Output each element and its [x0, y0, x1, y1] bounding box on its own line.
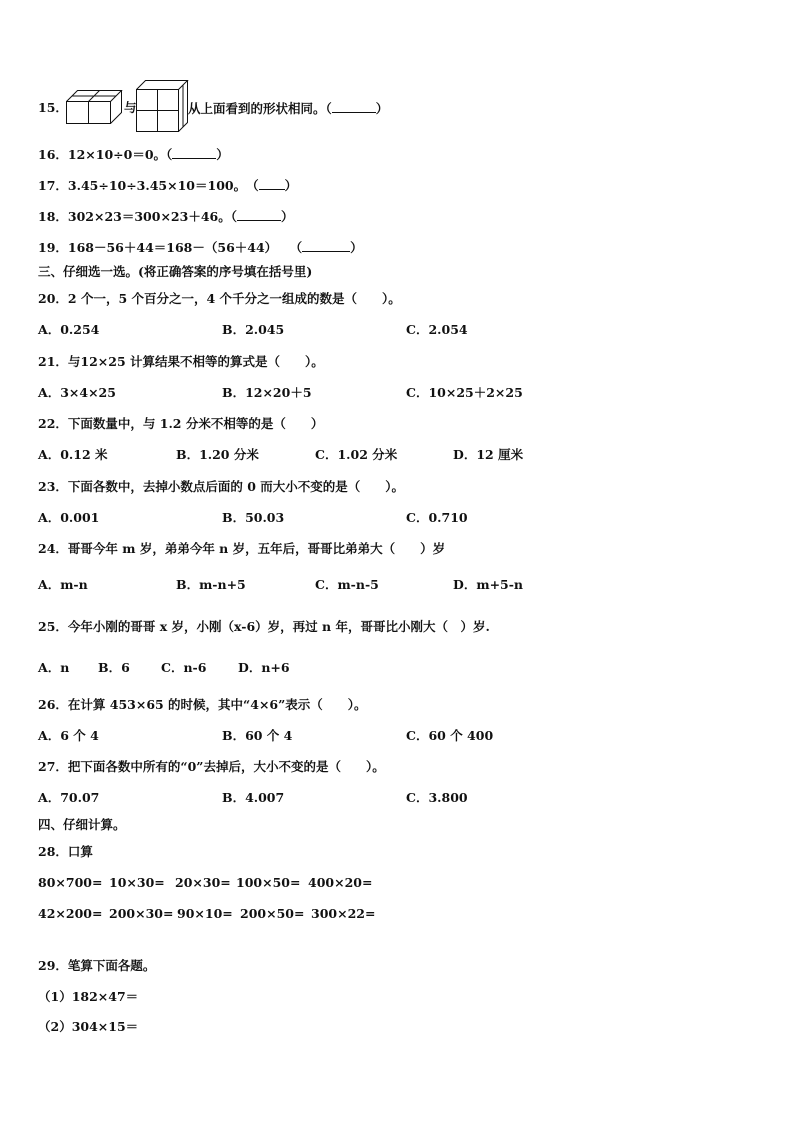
- q27-option-b[interactable]: B．4.007: [222, 790, 285, 805]
- q22-option-b[interactable]: B．1.20 分米: [176, 447, 259, 462]
- q21-option-b[interactable]: B．12×20＋5: [222, 385, 312, 400]
- q26-question: 26．在计算 453×65 的时候，其中“4×6”表示（ ）。: [38, 697, 367, 712]
- q15-paren-close: ）: [375, 101, 389, 116]
- q29-part-1: （1）182×47＝: [38, 989, 139, 1004]
- q20-option-b[interactable]: B．2.045: [222, 322, 285, 337]
- q28-calc-item: 400×20=: [308, 875, 373, 890]
- q19-paren-close: ）: [350, 240, 363, 255]
- cube-figure-flat-icon: [66, 89, 122, 125]
- q18-answer-blank[interactable]: [237, 208, 281, 221]
- q22-option-d[interactable]: D．12 厘米: [453, 447, 524, 462]
- section-3-heading: 三、仔细选一选。(将正确答案的序号填在括号里): [38, 264, 313, 279]
- q17-answer-blank[interactable]: [259, 177, 285, 190]
- q21-option-a[interactable]: A．3×4×25: [38, 385, 116, 400]
- q15-connector: 与: [124, 100, 137, 115]
- q22-option-a[interactable]: A．0.12 米: [38, 447, 108, 462]
- q15-text: [188, 100, 388, 117]
- q23-option-c[interactable]: C．0.710: [406, 510, 468, 525]
- q23-question: 23．下面各数中，去掉小数点后面的 0 而大小不变的是（ ）。: [38, 479, 405, 494]
- q18-text: [38, 208, 293, 225]
- q16-answer-blank[interactable]: [172, 146, 216, 159]
- q15-statement: 从上面看到的形状相同。（: [188, 101, 332, 116]
- q28-title: 28．口算: [38, 844, 93, 859]
- q19-text: [38, 239, 363, 256]
- q25-option-d[interactable]: D．n+6: [238, 660, 290, 675]
- cube-figure-tall-icon: [136, 80, 188, 132]
- q24-option-d[interactable]: D．m+5-n: [453, 577, 524, 592]
- q18-paren-close: ）: [280, 209, 294, 224]
- q27-option-a[interactable]: A．70.07: [38, 790, 100, 805]
- q28-calc-item: 300×22=: [311, 906, 376, 921]
- q28-calc-item: 42×200=: [38, 906, 103, 921]
- q28-calc-item: 100×50=: [236, 875, 301, 890]
- q25-option-c[interactable]: C．n-6: [161, 660, 207, 675]
- q28-calc-item: 10×30=: [109, 875, 165, 890]
- q24-option-b[interactable]: B．m-n+5: [176, 577, 246, 592]
- q22-option-c[interactable]: C．1.02 分米: [315, 447, 398, 462]
- q16-paren-close: ）: [216, 147, 229, 162]
- q15-answer-blank[interactable]: [332, 100, 376, 113]
- q28-calc-item: 80×700=: [38, 875, 103, 890]
- q26-option-b[interactable]: B．60 个 4: [222, 728, 293, 743]
- q25-question: 25．今年小刚的哥哥 x 岁，小刚（x-6）岁，再过 n 年，哥哥比小刚大（ ）岁.: [38, 619, 490, 634]
- q17-text: [38, 177, 297, 194]
- section-4-heading: 四、仔细计算。: [38, 817, 126, 832]
- q17-statement: 17．3.45÷10÷3.45×10＝100。 （: [38, 178, 259, 193]
- q29-title: 29．笔算下面各题。: [38, 958, 156, 973]
- q23-option-b[interactable]: B．50.03: [222, 510, 285, 525]
- q19-answer-blank[interactable]: [302, 239, 350, 252]
- q24-option-a[interactable]: A．m-n: [38, 577, 88, 592]
- q25-option-a[interactable]: A．n: [38, 660, 70, 675]
- q23-option-a[interactable]: A．0.001: [38, 510, 100, 525]
- q26-option-c[interactable]: C．60 个 400: [406, 728, 494, 743]
- q21-option-c[interactable]: C．10×25＋2×25: [406, 385, 523, 400]
- q17-paren-close: ）: [284, 178, 298, 193]
- q20-option-c[interactable]: C．2.054: [406, 322, 468, 337]
- q25-option-b[interactable]: B．6: [98, 660, 130, 675]
- q28-calc-item: 90×10=: [177, 906, 233, 921]
- q16-text: [38, 146, 229, 163]
- q27-question: 27．把下面各数中所有的“0”去掉后，大小不变的是（ ）。: [38, 759, 385, 774]
- q15-number: 15．: [38, 100, 68, 115]
- q22-question: 22．下面数量中，与 1.2 分米不相等的是（ ）: [38, 416, 324, 431]
- q16-statement: 16．12×10÷0＝0。（: [38, 147, 173, 162]
- q19-statement: 19．168－56＋44＝168－（56＋44） （: [38, 240, 303, 255]
- q28-calc-item: 20×30=: [175, 875, 231, 890]
- q21-question: 21．与12×25 计算结果不相等的算式是（ ）。: [38, 354, 324, 369]
- q28-calc-item: 200×50=: [240, 906, 305, 921]
- q29-part-2: （2）304×15＝: [38, 1019, 139, 1034]
- q26-option-a[interactable]: A．6 个 4: [38, 728, 99, 743]
- q28-calc-item: 200×30=: [109, 906, 174, 921]
- q27-option-c[interactable]: C．3.800: [406, 790, 468, 805]
- q20-question: 20．2 个一，5 个百分之一，4 个千分之一组成的数是（ ）。: [38, 291, 401, 306]
- q18-statement: 18．302×23＝300×23＋46。（: [38, 209, 237, 224]
- q20-option-a[interactable]: A．0.254: [38, 322, 100, 337]
- q24-option-c[interactable]: C．m-n-5: [315, 577, 379, 592]
- q24-question: 24．哥哥今年 m 岁，弟弟今年 n 岁，五年后，哥哥比弟弟大（ ）岁: [38, 541, 446, 556]
